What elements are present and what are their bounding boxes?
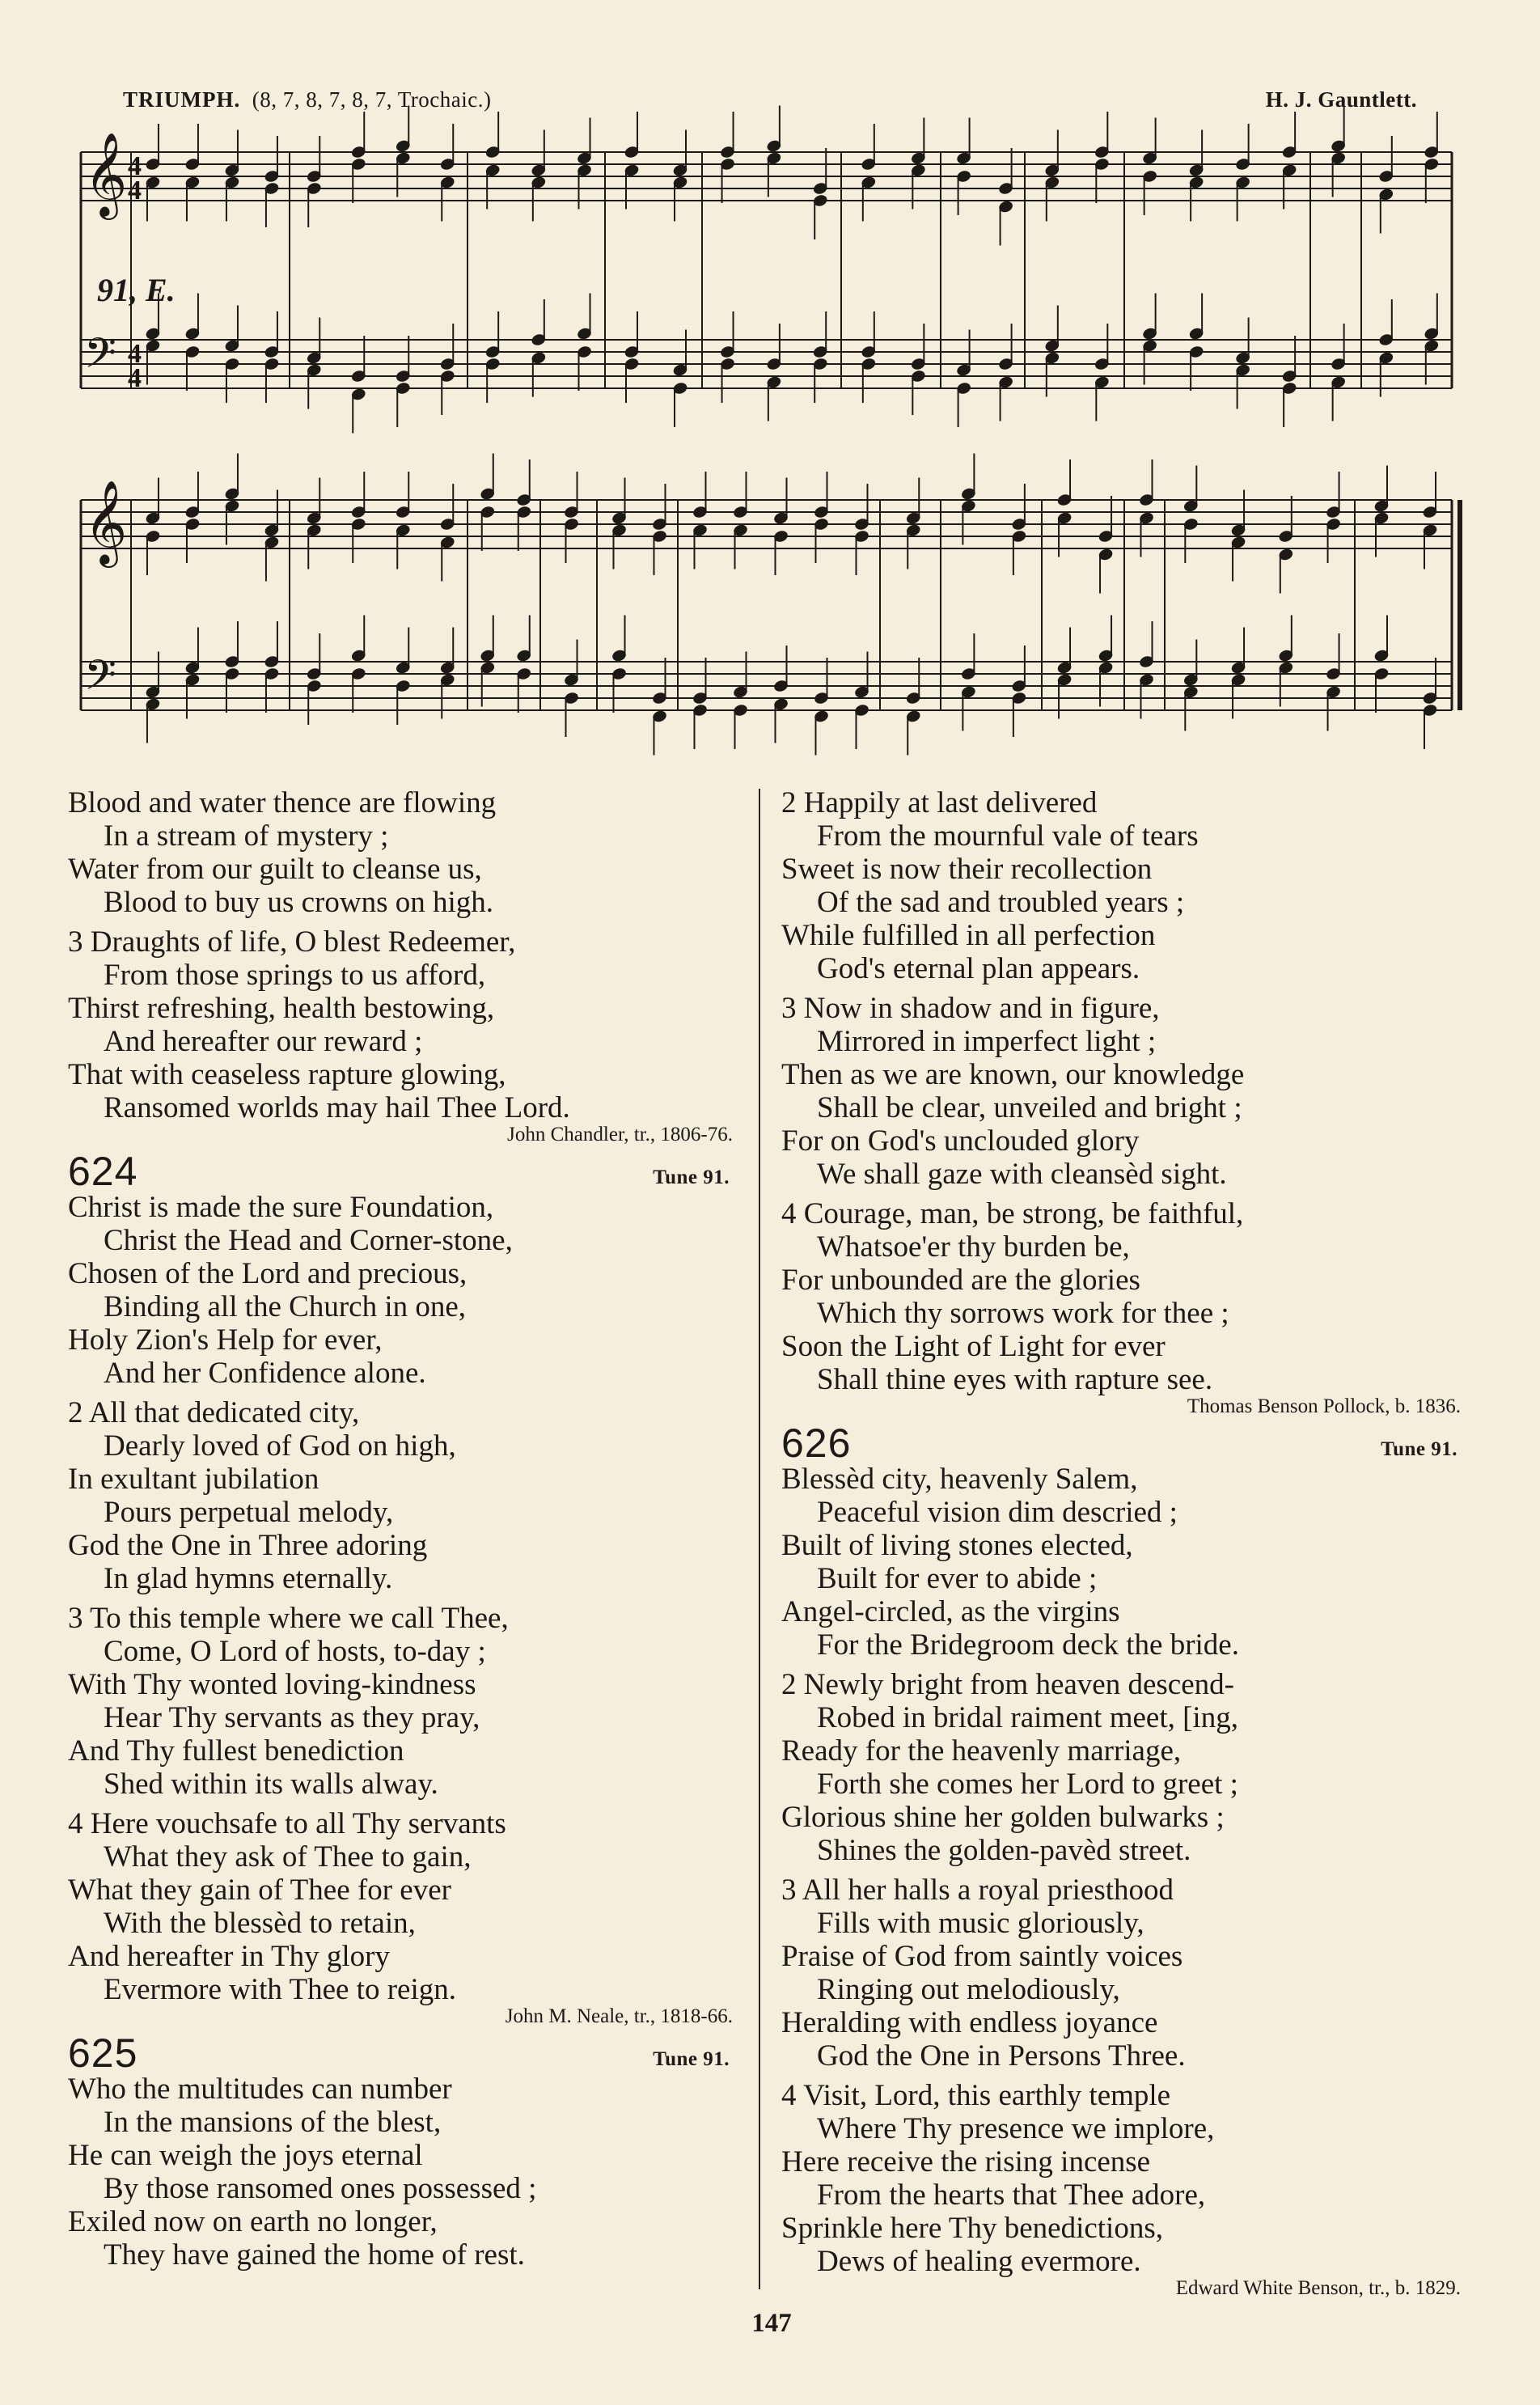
verse-line: We shall gaze with cleansèd sight. (817, 1158, 1227, 1191)
verse-line: 3 To this temple where we call Thee, (68, 1602, 509, 1635)
verse-line: 2 Newly bright from heaven descend- (781, 1668, 1234, 1701)
verse-line: Shines the golden-pavèd street. (817, 1834, 1191, 1867)
hymn-626-stanza-2 (781, 1668, 1461, 1867)
verse-line: Dews of healing evermore. (817, 2245, 1141, 2278)
verse-line: From the hearts that Thee adore, (817, 2178, 1206, 2212)
verse-line: Water from our guilt to cleanse us, (68, 853, 482, 886)
verse-line: And hereafter our reward ; (104, 1025, 423, 1058)
verse-line: Soon the Light of Light for ever (781, 1330, 1166, 1363)
verse-line: He can weigh the joys eternal (68, 2139, 423, 2172)
hymn-625-stanza-2 (781, 786, 1461, 985)
verse-line: Sprinkle here Thy benedictions, (781, 2212, 1163, 2245)
verse-line: Of the sad and troubled years ; (817, 886, 1185, 919)
verse-line: 2 All that dedicated city, (68, 1396, 360, 1429)
verse-line: In glad hymns eternally. (104, 1562, 393, 1595)
verse-line: Shall be clear, unveiled and bright ; (817, 1091, 1242, 1124)
verse-line: Holy Zion's Help for ever, (68, 1323, 383, 1357)
verse-line: Then as we are known, our knowledge (781, 1058, 1245, 1091)
music-score (0, 0, 1540, 777)
hymn-623-stanza-continuation (68, 786, 733, 919)
hymn-624-stanza-1 (68, 1191, 733, 1390)
hymn-624-stanza-2 (68, 1396, 733, 1595)
verse-line: What they ask of Thee to gain, (104, 1840, 472, 1874)
hymn-625-stanza-4 (781, 1197, 1461, 1419)
hymn-625-stanza-1 (68, 2073, 733, 2272)
verse-line: From the mournful vale of tears (817, 819, 1199, 853)
verse-line: 4 Courage, man, be strong, be faithful, (781, 1197, 1244, 1230)
verse-line: Who the multitudes can number (68, 2073, 452, 2106)
hymn-623-stanza-3 (68, 925, 733, 1147)
verse-line: For unbounded are the glories (781, 1264, 1140, 1297)
bass-clef-icon: 𝄢 (84, 328, 116, 387)
attribution: John M. Neale, tr., 1818-66. (505, 2005, 733, 2027)
verse-line: Exiled now on earth no longer, (68, 2205, 438, 2238)
verse-line: Where Thy presence we implore, (817, 2112, 1215, 2145)
hymn-624-header (68, 1149, 733, 1194)
verse-line: Fills with music gloriously, (817, 1907, 1144, 1940)
verse-line: Dearly loved of God on high, (104, 1429, 456, 1463)
verse-line: By those ransomed ones possessed ; (104, 2172, 537, 2205)
treble-clef-icon: 𝄞 (84, 132, 128, 217)
hymn-625-header (68, 2030, 733, 2076)
hymn-tune-ref: Tune 91. (1381, 1438, 1458, 1460)
verse-line: Mirrored in imperfect light ; (817, 1025, 1157, 1058)
verse-line: What they gain of Thee for ever (68, 1874, 451, 1907)
tune-name: TRIUMPH. (123, 87, 241, 112)
hymn-625-stanza-3 (781, 992, 1461, 1191)
verse-line: 4 Here vouchsafe to all Thy servants (68, 1807, 506, 1840)
verse-line: And hereafter in Thy glory (68, 1940, 390, 1973)
verse-line: Hear Thy servants as they pray, (104, 1701, 480, 1734)
time-signature: 4 (128, 363, 142, 393)
time-signature: 4 (128, 339, 142, 369)
verse-line: Sweet is now their recollection (781, 853, 1153, 886)
verse-line: Which thy sorrows work for thee ; (817, 1297, 1229, 1330)
hymn-tune-ref: Tune 91. (653, 1167, 730, 1188)
verse-line: 4 Visit, Lord, this earthly temple (781, 2079, 1171, 2112)
verse-line: 3 Now in shadow and in figure, (781, 992, 1160, 1025)
page-number: 147 (751, 2309, 792, 2338)
verse-line: Christ is made the sure Foundation, (68, 1191, 494, 1224)
attribution: Thomas Benson Pollock, b. 1836. (1187, 1395, 1461, 1417)
hymn-number: 624 (68, 1149, 138, 1194)
verse-line: Forth she comes her Lord to greet ; (817, 1768, 1238, 1801)
tune-number-key: 91, E. (97, 272, 176, 308)
treble-clef-icon: 𝄞 (84, 480, 128, 565)
right-column (781, 786, 1461, 2301)
verse-line: Angel-circled, as the virgins (781, 1595, 1120, 1628)
verse-line: Ransomed worlds may hail Thee Lord. (104, 1091, 570, 1124)
verse-line: With Thy wonted loving-kindness (68, 1668, 476, 1701)
verse-line: Binding all the Church in one, (104, 1290, 467, 1323)
hymn-tune-ref: Tune 91. (653, 2048, 730, 2070)
verse-line: In the mansions of the blest, (104, 2106, 442, 2139)
verse-line: Built for ever to abide ; (817, 1562, 1098, 1595)
verse-line: Glorious shine her golden bulwarks ; (781, 1801, 1225, 1834)
verse-line: Praise of God from saintly voices (781, 1940, 1183, 1973)
bass-clef-icon: 𝄢 (84, 650, 116, 709)
verse-line: Here receive the rising incense (781, 2145, 1151, 2178)
verse-line: In a stream of mystery ; (104, 819, 389, 853)
verse-line: 3 Draughts of life, O blest Redeemer, (68, 925, 516, 959)
verse-line: With the blessèd to retain, (104, 1907, 416, 1940)
score-notation (81, 106, 1460, 756)
verse-line: Ringing out melodiously, (817, 1973, 1120, 2006)
verse-line: Robed in bridal raiment meet, [ing, (817, 1701, 1238, 1734)
tune-composer: H. J. Gauntlett. (1265, 87, 1417, 112)
hymn-626-stanza-1 (781, 1463, 1461, 1662)
verse-line: Ready for the heavenly marriage, (781, 1734, 1182, 1768)
verse-line: 3 All her halls a royal priesthood (781, 1874, 1174, 1907)
verse-line: They have gained the home of rest. (104, 2238, 525, 2272)
verse-line: Christ the Head and Corner-stone, (104, 1224, 513, 1257)
attribution: John Chandler, tr., 1806-76. (507, 1124, 733, 1145)
verse-line: Pours perpetual melody, (104, 1496, 394, 1529)
hymn-number: 626 (781, 1421, 852, 1466)
time-signature: 4 (128, 151, 142, 181)
hymn-626-header (781, 1421, 1461, 1466)
verse-line: From those springs to us afford, (104, 959, 486, 992)
verse-line: Peaceful vision dim descried ; (817, 1496, 1178, 1529)
verse-line: Evermore with Thee to reign. (104, 1973, 456, 2006)
verse-line: Heralding with endless joyance (781, 2006, 1158, 2039)
verse-line: God the One in Three adoring (68, 1529, 428, 1562)
verse-line: And Thy fullest benediction (68, 1734, 404, 1768)
verse-line: For the Bridegroom deck the bride. (817, 1628, 1239, 1662)
verse-line: Blessèd city, heavenly Salem, (781, 1463, 1138, 1496)
verse-line: Thirst refreshing, health bestowing, (68, 992, 495, 1025)
verse-line: That with ceaseless rapture glowing, (68, 1058, 506, 1091)
verse-line: While fulfilled in all perfection (781, 919, 1156, 952)
hymn-number: 625 (68, 2030, 138, 2076)
verse-line: God the One in Persons Three. (817, 2039, 1186, 2073)
time-signature: 4 (128, 176, 142, 205)
verse-line: Shed within its walls alway. (104, 1768, 438, 1801)
verse-line: And her Confidence alone. (104, 1357, 426, 1390)
verse-line: Built of living stones elected, (781, 1529, 1133, 1562)
attribution: Edward White Benson, tr., b. 1829. (1175, 2277, 1461, 2299)
column-divider (759, 789, 760, 2289)
verse-line: Blood to buy us crowns on high. (104, 886, 494, 919)
hymn-626-stanza-3 (781, 1874, 1461, 2073)
verse-line: In exultant jubilation (68, 1463, 319, 1496)
left-column (68, 786, 733, 2278)
verse-line: Shall thine eyes with rapture see. (817, 1363, 1213, 1396)
verse-line: For on God's unclouded glory (781, 1124, 1140, 1158)
verse-line: Come, O Lord of hosts, to-day ; (104, 1635, 486, 1668)
tune-meter: (8, 7, 8, 7, 8, 7, Trochaic.) (252, 87, 492, 112)
verse-line: Blood and water thence are flowing (68, 786, 497, 819)
verse-line: Whatsoe'er thy burden be, (817, 1230, 1130, 1264)
hymn-624-stanza-4 (68, 1807, 733, 2029)
verse-line: 2 Happily at last delivered (781, 786, 1098, 819)
hymn-626-stanza-4 (781, 2079, 1461, 2301)
verse-line: Chosen of the Lord and precious, (68, 1257, 468, 1290)
verse-line: God's eternal plan appears. (817, 952, 1140, 985)
hymn-624-stanza-3 (68, 1602, 733, 1801)
